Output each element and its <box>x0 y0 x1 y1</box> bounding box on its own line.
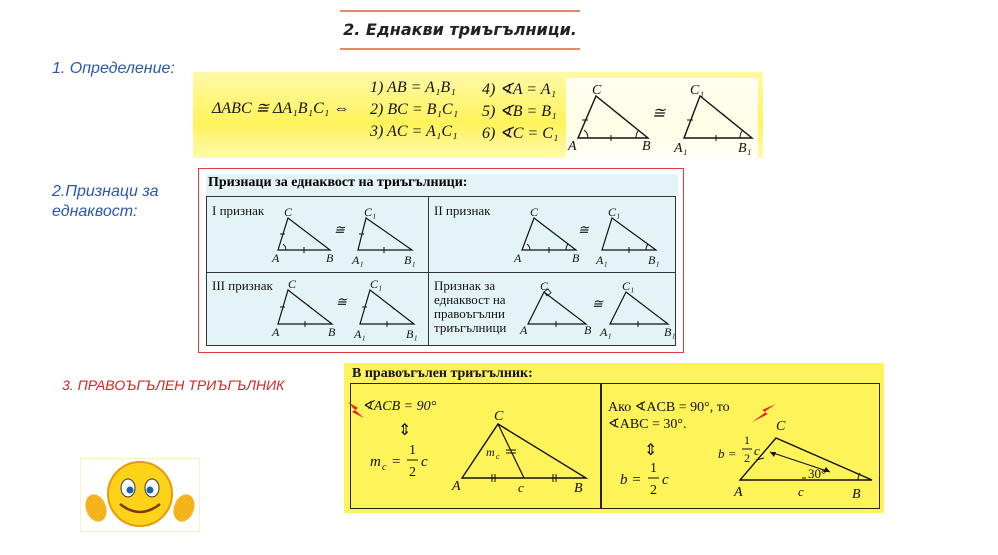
vertex-a1: A₁ <box>354 327 366 341</box>
vertex-b: B <box>326 251 334 265</box>
tick <box>390 305 394 309</box>
congruent-symbol: ≅ <box>652 105 666 122</box>
vertex-b: B <box>852 487 861 502</box>
triangle <box>610 292 668 324</box>
vertex-a: A <box>272 251 280 265</box>
equals-sign: = <box>392 454 401 470</box>
angle-mark <box>646 244 648 250</box>
criterion-4-line: Признак за <box>434 278 496 293</box>
smiley-right-pupil <box>147 487 154 494</box>
right-triangle-figure <box>712 416 880 506</box>
vertex-a1: A₁ <box>674 141 688 156</box>
criterion-1-figure <box>266 202 424 270</box>
fraction-variable: c <box>421 454 428 470</box>
grid-divider-v <box>428 196 429 346</box>
vertex-c1: C₁ <box>364 205 377 219</box>
vertex-a: A <box>520 323 528 337</box>
fraction-denominator: 2 <box>744 451 750 465</box>
criteria-header: Признаци за еднаквост на триъгълници: <box>206 174 678 196</box>
criteria-label-line1: 2.Признаци за <box>52 183 159 200</box>
smiley-left-pupil <box>127 487 134 494</box>
fraction-numerator: 1 <box>650 461 657 476</box>
vertex-a: A <box>734 485 743 500</box>
fraction-denominator: 2 <box>409 465 416 480</box>
page-title: 2. Еднакви триъгълници. <box>340 10 580 50</box>
lightning-icon <box>346 400 366 420</box>
criteria-label-line2: еднаквост: <box>52 203 138 220</box>
fraction-variable: c <box>754 443 760 458</box>
vertex-b: B <box>328 325 336 339</box>
vertex-b: B <box>574 481 583 494</box>
side-formula <box>620 458 680 500</box>
condition-line-1: Ако ∢ACB = 90°, то <box>608 400 730 415</box>
vertex-c: C <box>288 277 297 291</box>
arrow-head <box>770 452 776 457</box>
definition-condition-1: 1) AB = A₁B₁ <box>370 79 456 96</box>
vertex-a: A <box>452 479 461 494</box>
vertex-c1: C₁ <box>690 83 705 98</box>
criterion-4-label <box>434 279 506 335</box>
triangle <box>602 218 656 250</box>
vertex-c1: C₁ <box>622 279 635 293</box>
definition-condition-2: 2) BC = B₁C₁ <box>370 101 459 118</box>
criterion-3-label: III признак <box>212 278 273 293</box>
triangle <box>462 424 586 478</box>
vertex-a: A <box>272 325 280 339</box>
fraction-numerator: 1 <box>744 433 750 447</box>
criterion-4-line: правоъгълни <box>434 306 505 321</box>
equivalence-arrow: ⇕ <box>398 422 412 439</box>
angle-statement: ∢ACB = 90° <box>362 399 437 414</box>
congruent-symbol: ≅ <box>578 222 589 237</box>
vertex-c: C <box>494 409 504 424</box>
criterion-3-figure <box>266 276 424 344</box>
median-label-sub: c <box>496 452 500 461</box>
lightning-shape <box>348 402 364 418</box>
fraction-variable: c <box>662 472 669 488</box>
criterion-2-label: II признак <box>434 203 491 218</box>
criterion-1-label: I признак <box>212 203 265 218</box>
vertex-b1: B₁ <box>664 325 676 339</box>
right-triangle-title: В правоъгълен триъгълник: <box>352 366 533 381</box>
definition-triangles <box>566 78 758 158</box>
tick <box>308 305 312 309</box>
side-c-label: c <box>518 480 524 494</box>
side-c-label: c <box>798 484 804 499</box>
vertex-c: C <box>776 419 786 434</box>
right-triangle-label: 3. ПРАВОЪГЪЛЕН ТРИЪГЪЛНИК <box>62 377 285 393</box>
vertex-c: C <box>592 83 602 98</box>
condition-line-2: ∢ABC = 30°. <box>608 417 687 432</box>
median-formula <box>370 440 440 482</box>
definition-condition-5: 5) ∢B = B₁ <box>482 103 557 120</box>
angle-30-label: 30° <box>808 466 827 481</box>
triangle <box>358 218 412 250</box>
definition-lhs: ΔABC ≅ ΔA₁B₁C₁ ⇔ <box>212 100 350 117</box>
vertex-b1: B₁ <box>404 253 416 267</box>
grid-divider-h <box>206 272 676 273</box>
vertex-a: A <box>514 251 522 265</box>
side-b-lhs: b = <box>718 446 737 461</box>
criteria-label <box>52 182 159 222</box>
triangle <box>528 292 586 324</box>
angle-mark <box>283 244 286 250</box>
definition-condition-6: 6) ∢C = C₁ <box>482 125 559 142</box>
criterion-4-line: триъгълници <box>434 320 507 335</box>
vertex-a: A <box>568 139 577 154</box>
definition-condition-4: 4) ∢A = A₁ <box>482 81 557 98</box>
equivalence-arrow: ⇕ <box>644 442 658 459</box>
smiley-icon <box>80 458 200 532</box>
congruent-symbol: ≅ <box>334 222 345 237</box>
left-triangle-figure <box>450 404 590 494</box>
definition-label: 1. Определение: <box>52 60 175 77</box>
vertex-b1: B₁ <box>406 327 418 341</box>
criterion-2-figure <box>508 202 670 270</box>
vertex-c1: C₁ <box>370 277 383 291</box>
median-symbol: m <box>370 454 381 470</box>
vertex-c: C <box>284 205 293 219</box>
vertex-b: B <box>642 139 651 154</box>
fraction-denominator: 2 <box>650 483 657 498</box>
angle-mark <box>527 244 530 250</box>
smiley-face <box>108 462 172 526</box>
vertex-b: B <box>584 323 592 337</box>
median-subscript: c <box>382 462 387 473</box>
panel-divider <box>600 383 602 509</box>
vertex-b1: B₁ <box>738 141 752 156</box>
triangle <box>278 290 332 324</box>
criterion-4-figure <box>518 276 678 346</box>
vertex-a1: A₁ <box>596 253 608 267</box>
vertex-c1: C₁ <box>608 205 621 219</box>
vertex-a1: A₁ <box>352 253 364 267</box>
vertex-b: B <box>572 251 580 265</box>
triangle <box>278 218 330 250</box>
definition-condition-3: 3) AC = A₁C₁ <box>370 123 458 140</box>
vertex-a1: A₁ <box>600 325 612 339</box>
angle-mark <box>566 244 568 250</box>
fraction-numerator: 1 <box>409 443 416 458</box>
side-lhs: b = <box>620 472 642 488</box>
vertex-c: C <box>540 279 549 293</box>
triangle <box>360 290 414 324</box>
congruent-symbol: ≅ <box>592 296 603 311</box>
congruent-symbol: ≅ <box>336 294 347 309</box>
vertex-c: C <box>530 205 539 219</box>
median-label: m <box>486 445 495 459</box>
vertex-b1: B₁ <box>648 253 660 267</box>
triangle <box>522 218 576 250</box>
criterion-4-line: еднаквост на <box>434 292 506 307</box>
